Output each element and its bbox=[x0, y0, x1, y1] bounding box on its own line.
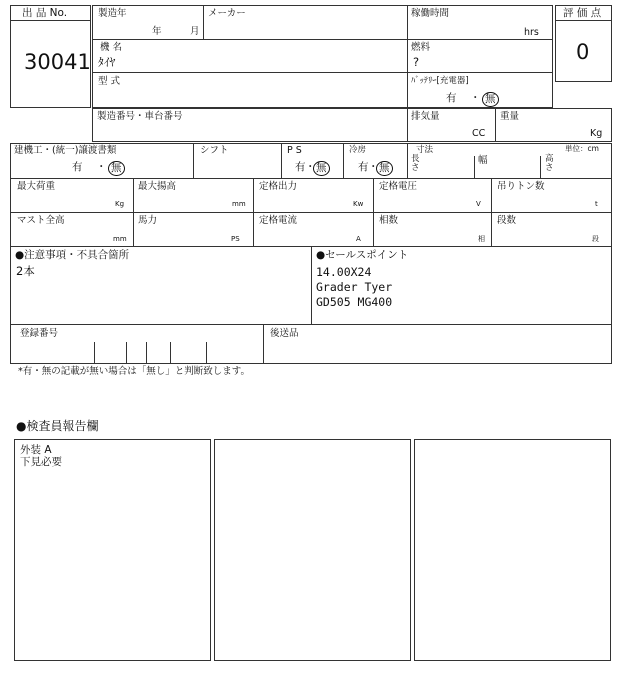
max-lift-label: 最大揚高 bbox=[138, 181, 177, 192]
battery-yes: 有 bbox=[446, 92, 457, 104]
weight-unit: Kg bbox=[590, 128, 603, 139]
ps-separator: ・ bbox=[305, 161, 316, 173]
year-unit: 年 bbox=[152, 26, 162, 37]
displacement-unit: CC bbox=[472, 128, 486, 139]
ac-separator: ・ bbox=[368, 161, 379, 173]
post-shipment-label: 後送品 bbox=[270, 328, 299, 339]
hours-unit: hrs bbox=[524, 27, 539, 38]
lot-number-label: 出 品 No. bbox=[22, 7, 68, 19]
rated-voltage-label: 定格電圧 bbox=[379, 181, 418, 192]
maker-label: メーカー bbox=[208, 8, 246, 19]
unit-note: 単位：cm bbox=[565, 144, 599, 153]
max-load-label: 最大荷重 bbox=[17, 181, 56, 192]
ac-no-circled: 無 bbox=[376, 158, 393, 176]
registration-row bbox=[10, 324, 612, 364]
cert-docs-label: 建機工・(統一)譲渡書類 bbox=[14, 145, 117, 156]
ac-yes: 有 bbox=[358, 161, 369, 173]
model-label: 機 名 bbox=[100, 42, 123, 53]
rated-current-label: 定格電流 bbox=[259, 215, 298, 226]
score-label: 評 価 点 bbox=[563, 7, 602, 19]
registration-number-label: 登録番号 bbox=[20, 328, 59, 339]
hoist-ton-label: 吊りトン数 bbox=[497, 181, 545, 192]
lot-number: 30041 bbox=[24, 50, 91, 74]
battery-label: ﾊﾞｯﾃﾘｰ[充電器] bbox=[411, 76, 469, 86]
cert-yes: 有 bbox=[72, 161, 83, 173]
rated-voltage-unit: V bbox=[476, 200, 481, 208]
ps-no-circled: 無 bbox=[313, 158, 330, 176]
shift-label: シフト bbox=[200, 145, 229, 156]
width-label: 幅 bbox=[478, 155, 488, 166]
max-load-unit: Kg bbox=[115, 200, 125, 208]
inspector-report-title: ●検査員報告欄 bbox=[16, 419, 99, 433]
inspector-panel-1-line-2: 下見必要 bbox=[20, 456, 62, 468]
fuel-value: ? bbox=[413, 55, 420, 69]
dimensions-label: 寸法 bbox=[416, 145, 434, 155]
battery-separator: ・ bbox=[470, 92, 481, 104]
operating-hours-label: 稼働時間 bbox=[411, 8, 450, 19]
cert-no-circled: 無 bbox=[108, 158, 125, 176]
sales-point-line-3: GD505 MG400 bbox=[316, 295, 393, 309]
length-label: 長 さ bbox=[411, 154, 420, 173]
max-lift-unit: mm bbox=[232, 200, 246, 208]
cert-separator: ・ bbox=[96, 161, 107, 173]
month-unit: 月 bbox=[190, 26, 200, 37]
horsepower-unit: PS bbox=[231, 235, 240, 243]
sales-point-line-2: Grader Tyer bbox=[316, 280, 393, 294]
battery-no-circled: 無 bbox=[482, 89, 499, 107]
displacement-label: 排気量 bbox=[411, 111, 440, 122]
phase-count-label: 相数 bbox=[379, 215, 399, 226]
fuel-label: 燃料 bbox=[411, 42, 431, 53]
inspector-panel-3 bbox=[414, 439, 611, 661]
horsepower-label: 馬力 bbox=[138, 215, 158, 226]
model-value: ﾀｲﾔ bbox=[98, 55, 116, 69]
caution-label: ●注意事項・不具合箇所 bbox=[15, 249, 130, 261]
score-value: 0 bbox=[576, 40, 590, 64]
type-label: 型 式 bbox=[98, 76, 121, 87]
air-conditioning-label: 冷房 bbox=[349, 145, 367, 155]
sales-point-line-1: 14.00X24 bbox=[316, 265, 372, 279]
rated-output-label: 定格出力 bbox=[259, 181, 298, 192]
rated-current-unit: A bbox=[356, 235, 361, 243]
rated-output-unit: Kw bbox=[353, 200, 364, 208]
serial-number-label: 製造番号・車台番号 bbox=[97, 111, 183, 122]
weight-label: 重量 bbox=[500, 111, 520, 122]
height-label: 高 さ bbox=[545, 154, 554, 173]
mast-height-label: マスト全高 bbox=[17, 215, 65, 226]
inspector-panel-1-line-1: 外装 A bbox=[20, 444, 52, 456]
stages-unit: 段 bbox=[592, 235, 599, 243]
hoist-ton-unit: t bbox=[595, 200, 598, 208]
stages-label: 段数 bbox=[497, 215, 517, 226]
caution-text: 2本 bbox=[16, 264, 35, 278]
mast-height-unit: mm bbox=[113, 235, 127, 243]
manufacture-year-label: 製造年 bbox=[98, 8, 127, 19]
inspector-panel-1 bbox=[14, 439, 211, 661]
ps-yes: 有 bbox=[295, 161, 306, 173]
footnote: *有・無の記載が無い場合は「無し」と判断致します。 bbox=[18, 366, 250, 377]
sales-point-label: ●セールスポイント bbox=[316, 249, 409, 261]
phase-count-unit: 相 bbox=[478, 235, 485, 243]
inspector-panel-2 bbox=[214, 439, 411, 661]
power-steering-label: P S bbox=[287, 145, 302, 156]
spec-table bbox=[10, 143, 612, 247]
